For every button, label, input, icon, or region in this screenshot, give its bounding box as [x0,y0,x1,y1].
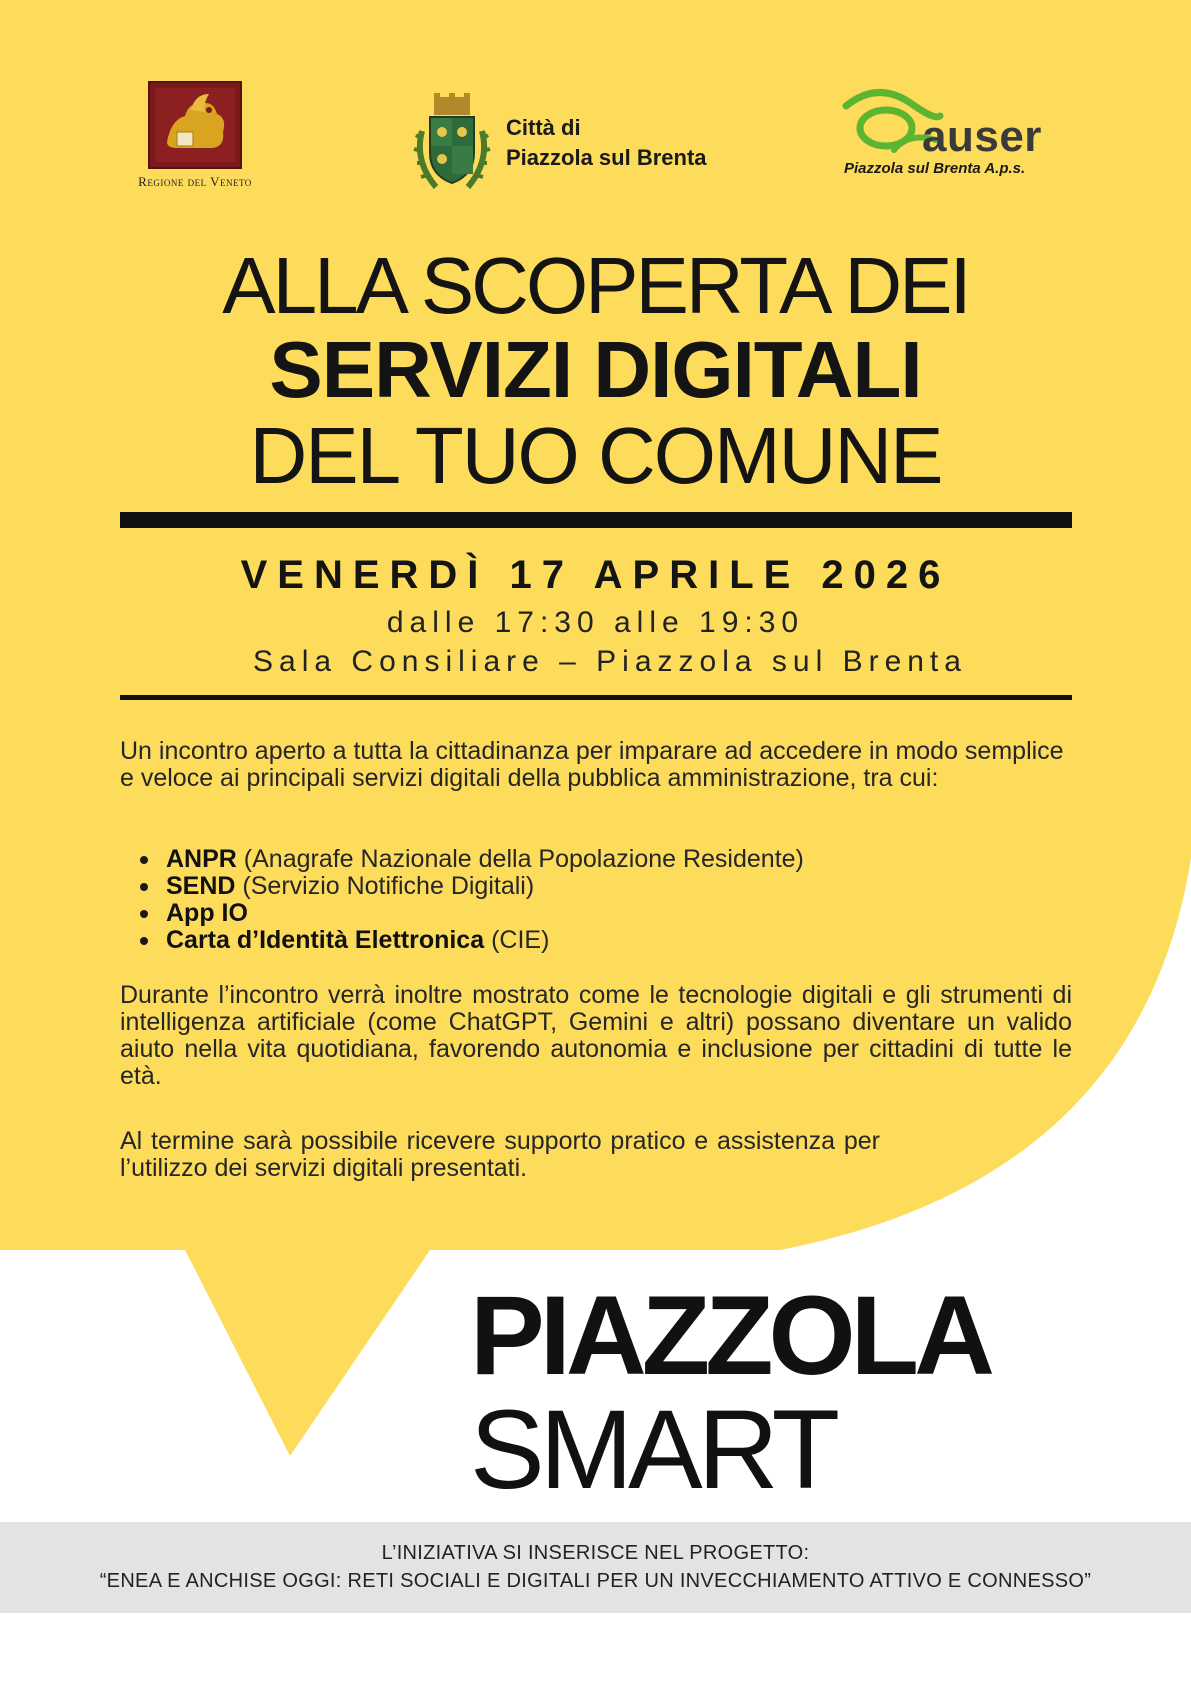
regione-veneto-text: Regione del Veneto [138,174,252,189]
services-list [138,846,1038,954]
divider-top [120,512,1072,528]
title-line-2: SERVIZI DIGITALI [269,325,922,414]
auser-name: auser [922,112,1042,161]
list-item [138,846,1038,873]
intro-paragraph: Un incontro aperto a tutta la cittadinanza per imparare ad accedere in modo semplice e veloce ai principali servizi digitali della pubblica amministrazione, tra cui: [120,737,1064,792]
event-time: dalle 17:30 alle 19:30 [386,606,805,639]
divider-bottom [120,695,1072,700]
service-detail: (Servizio Notifiche Digitali) [235,872,535,900]
lion-of-saint-mark-icon [147,80,243,170]
title-line-3: DEL TUO COMUNE [249,411,942,500]
auser-logo [838,86,1078,186]
list-item [138,927,1038,954]
ai-paragraph: Durante l’incontro verrà inoltre mostrato come le tecnologie digitali e gli strumenti di intelligenza artificiale (come ChatGPT, Gemini e altri) possano diventare un valido aiuto nella vita quotidiana, favorendo autonomia e inclusione per cittadini di tutte le età. [120,981,1072,1090]
service-name: App IO [166,899,248,927]
title-line-1: ALLA SCOPERTA DEI [222,241,969,330]
service-detail: (Anagrafe Nazionale della Popolazione Residente) [236,845,804,873]
footer-line-1: L’INIZIATIVA SI INSERISCE NEL PROGETTO: [381,1542,810,1564]
regione-veneto-logo [115,80,275,195]
citta-piazzola-logo [412,88,792,198]
coat-of-arms-icon [412,91,492,195]
support-paragraph: Al termine sarà possibile ricevere supporto pratico e assistenza per l’utilizzo dei servizi digitali presentati. [120,1127,880,1182]
event-place: Sala Consiliare – Piazzola sul Brenta [253,645,967,678]
list-item [138,873,1038,900]
service-name: SEND [166,872,236,900]
service-detail: (CIE) [484,926,550,954]
event-date: VENERDÌ 17 APRILE 2026 [240,553,951,597]
service-name: ANPR [166,845,237,873]
brand-line-2: SMART [470,1387,835,1512]
list-item [138,900,1038,927]
service-name: Carta d’Identità Elettronica [166,926,485,954]
citta-label: Città di [506,115,581,140]
footer-line-2: “ENEA E ANCHISE OGGI: RETI SOCIALI E DIGITALI PER UN INVECCHIAMENTO ATTIVO E CONNESSO” [99,1570,1092,1592]
brand-line-1: PIAZZOLA [470,1273,990,1398]
footer-banner [0,1522,1191,1613]
auser-subtitle: Piazzola sul Brenta A.p.s. [844,160,1026,177]
citta-name: Piazzola sul Brenta [506,145,707,170]
